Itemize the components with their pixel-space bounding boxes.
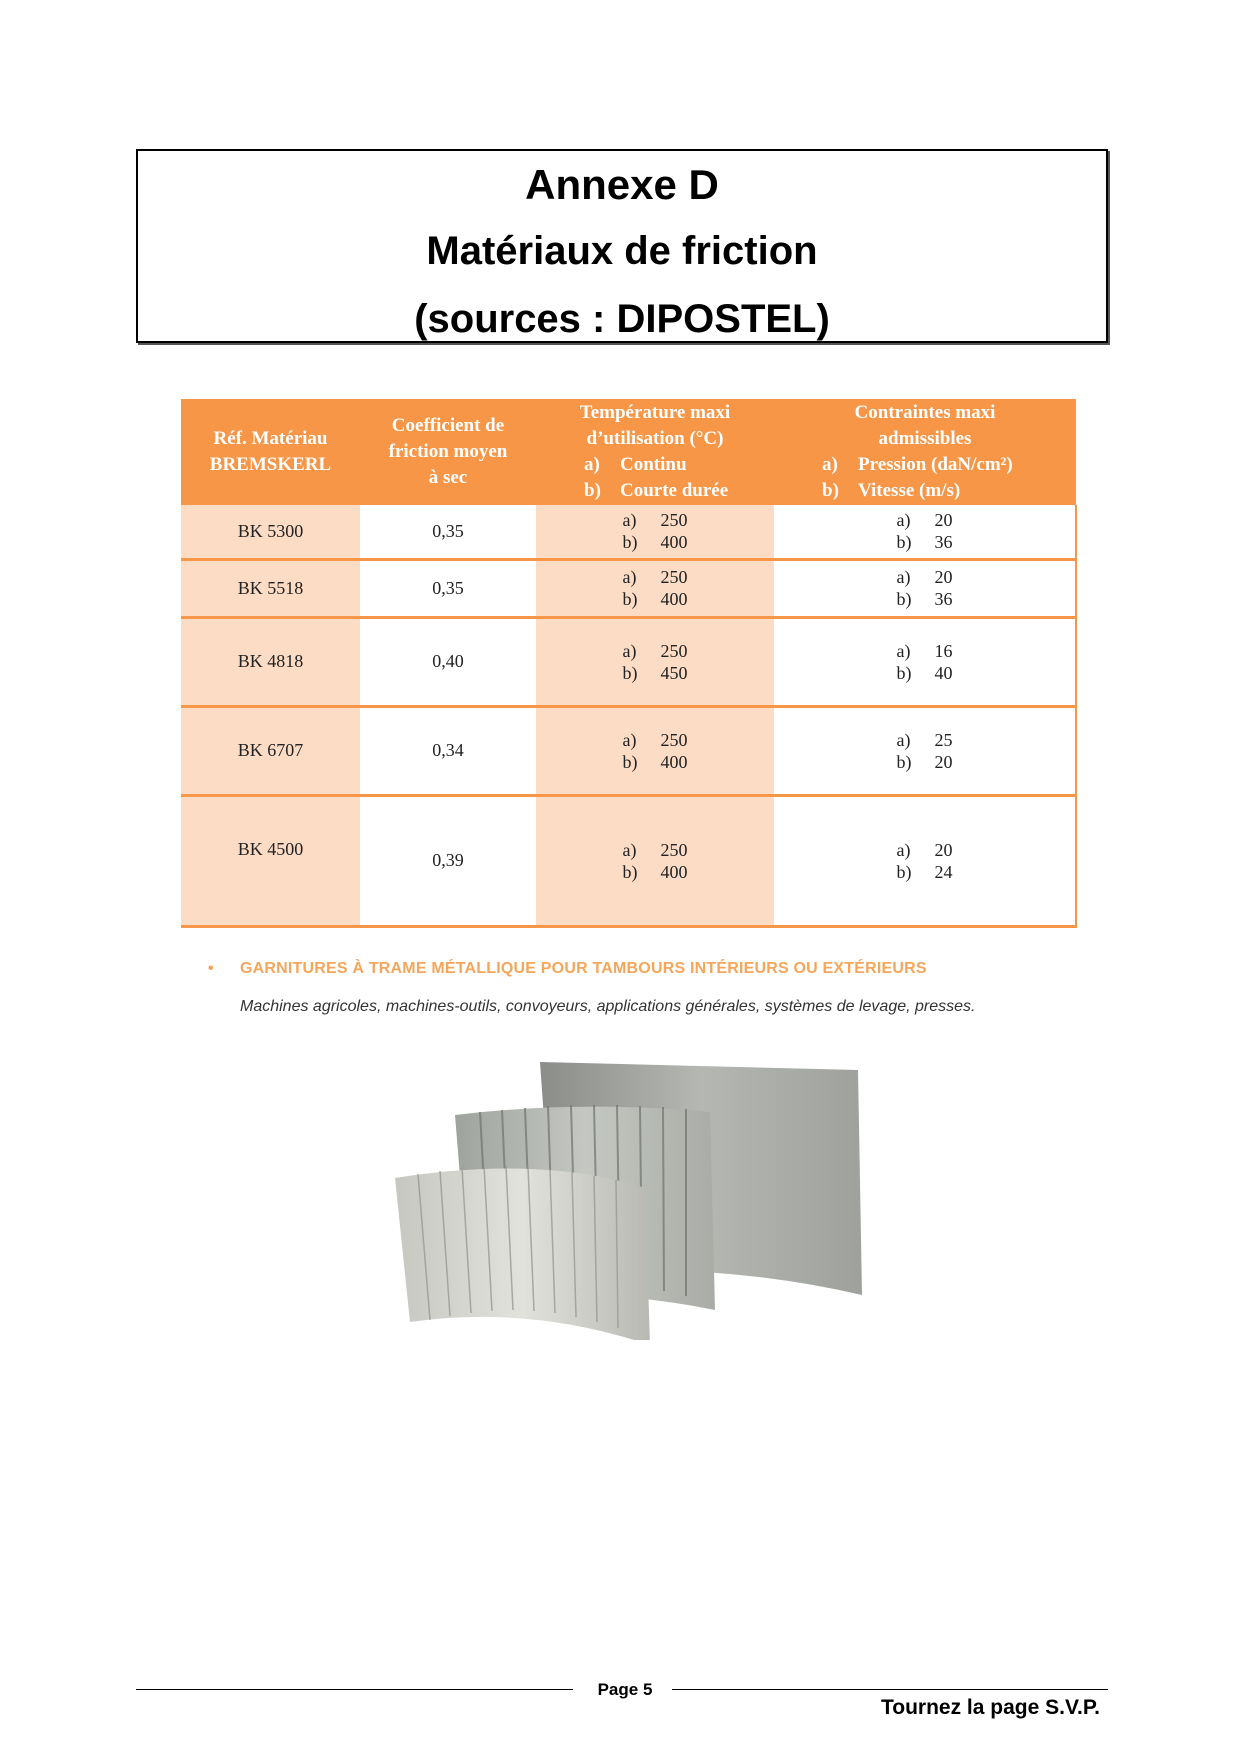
table-row: BK 4500 0,39 a) 250 b) 400 a) 20 b) 24 [181,795,1076,926]
header-coef: Coefficient de friction moyen à sec [360,399,536,505]
bullet-icon: • [208,960,214,977]
title-box [136,149,1108,343]
brake-linings-photo [380,1060,870,1340]
annex-source: (sources : DIPOSTEL) [414,297,830,341]
footer-divider-right [672,1689,1108,1690]
table-row: BK 4818 0,40 a) 250 b) 450 a) 16 b) 40 [181,617,1076,706]
table-row: BK 5300 0,35 a) 250 b) 400 a) 20 b) 36 [181,505,1076,559]
annex-subtitle: Matériaux de friction [426,229,818,273]
table-row: BK 5518 0,35 a) 250 b) 400 a) 20 b) 36 [181,559,1076,617]
header-ref: Réf. Matériau BREMSKERL [181,399,360,505]
table-row: BK 6707 0,34 a) 250 b) 400 a) 25 b) 20 [181,706,1076,795]
footer-divider-left [136,1689,573,1690]
header-temp: Température maxi d’utilisation (°C) a) Continu b) Courte durée [536,399,774,505]
page-number: Page 5 [597,1680,653,1699]
header-contraintes: Contraintes maxi admissibles a) Pression (daN/cm²) b) Vitesse (m/s) [774,399,1076,505]
section-heading: • GARNITURES À TRAME MÉTALLIQUE POUR TAMBOURS INTÉRIEURS OU EXTÉRIEURS [208,960,927,977]
turn-page-note: Tournez la page S.V.P. [880,1696,1100,1719]
applications-text: Machines agricoles, machines-outils, convoyeurs, applications générales, systèmes de levage, presses. [240,998,976,1015]
annex-title: Annexe D [525,161,719,208]
friction-materials-table [181,399,1077,928]
table-header-row [181,399,1076,505]
